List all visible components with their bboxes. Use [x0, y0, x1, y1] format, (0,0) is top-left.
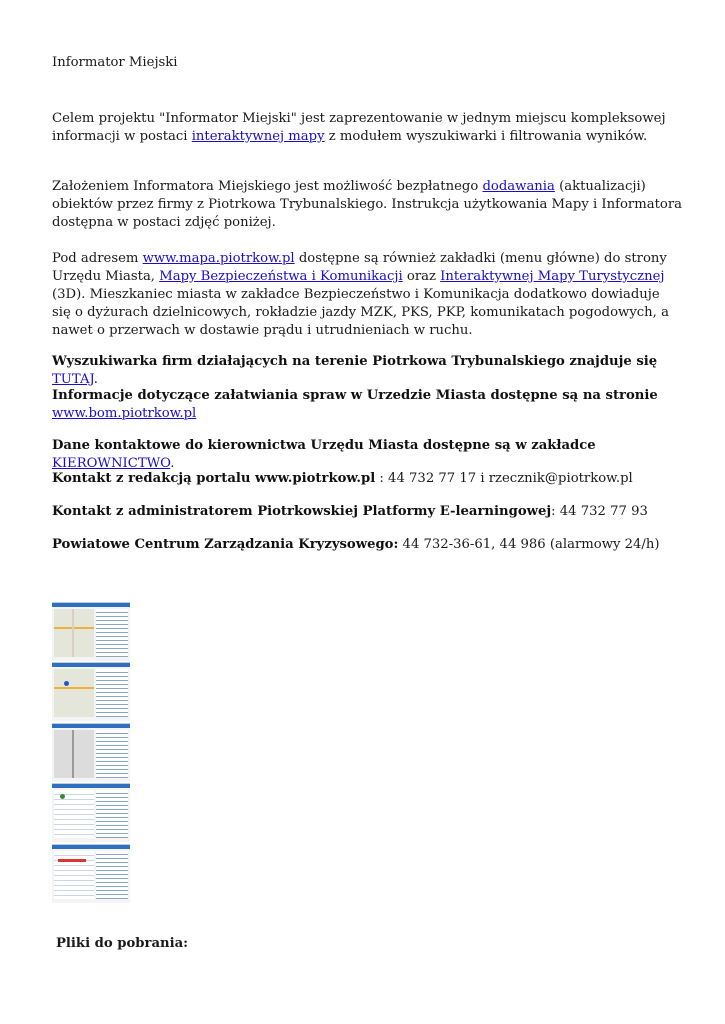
instruction-screenshot-1[interactable] — [52, 602, 130, 661]
tutaj-link[interactable]: TUTAJ — [52, 372, 94, 387]
crisis-center-paragraph — [52, 536, 682, 554]
screenshot-header-bar — [52, 724, 130, 728]
elearning-contact-value: : 44 732 77 93 — [551, 504, 648, 519]
crisis-center-label: Powiatowe Centrum Zarządzania Kryzysowego: — [52, 537, 399, 552]
bom-paragraph — [52, 387, 682, 423]
screenshot-map — [54, 609, 94, 657]
company-search-paragraph — [52, 353, 682, 389]
address-paragraph — [52, 250, 682, 340]
instruction-screenshot-3[interactable] — [52, 723, 130, 782]
screenshot-header-bar — [52, 663, 130, 667]
screenshot-sidebar — [96, 609, 128, 657]
bom-link[interactable]: www.bom.piotrkow.pl — [52, 406, 197, 421]
screenshot-road — [54, 687, 94, 689]
intro-text-start: Celem projektu "Informator Miejski" jest zaprezentowanie w jednym miejscu kompleksowej informacji w postaci — [52, 111, 666, 144]
company-search-dot: . — [93, 372, 98, 387]
instruction-screenshot-2[interactable] — [52, 662, 130, 721]
elearning-contact-label: Kontakt z administratorem Piotrkowskiej Platformy E-learningowej — [52, 504, 552, 519]
address-text-mid1: dostępne są również zakładki (menu główne) do strony Urzędu Miasta, — [52, 251, 667, 284]
screenshot-header-bar — [52, 845, 130, 849]
screenshot-map — [54, 730, 94, 778]
screenshot-road — [72, 730, 74, 778]
intro-paragraph — [52, 110, 682, 146]
screenshot-sidebar — [96, 790, 128, 838]
assumption-text-start: Założeniem Informatora Miejskiego jest możliwość bezpłatnego — [52, 179, 483, 194]
management-text: Dane kontaktowe do kierownictwa Urzędu Miasta dostępne są w zakładce — [52, 438, 596, 453]
screenshot-sidebar — [96, 851, 128, 899]
editorial-contact-paragraph — [52, 470, 682, 488]
screenshot-road — [72, 609, 74, 657]
interactive-map-link[interactable]: interaktywnej mapy — [191, 129, 325, 144]
elearning-contact-paragraph — [52, 503, 682, 521]
mapa-piotrkow-link[interactable]: www.mapa.piotrkow.pl — [142, 251, 295, 266]
kierownictwo-link[interactable]: KIEROWNICTWO — [52, 456, 171, 471]
screenshot-header-bar — [52, 784, 130, 788]
instruction-screenshots[interactable] — [52, 602, 130, 899]
editorial-contact-value: : 44 732 77 17 i rzecznik@piotrkow.pl — [375, 471, 633, 486]
assumption-text-end: (aktualizacji) obiektów przez firmy z Piotrkowa Trybunalskiego. Instrukcja użytkowania Mapy i Informatora dostępna w postaci zdjęć poniżej. — [52, 179, 682, 230]
management-paragraph — [52, 437, 682, 473]
crisis-center-value: 44 732-36-61, 44 986 (alarmowy 24/h) — [398, 537, 660, 552]
instruction-screenshot-4[interactable] — [52, 783, 130, 842]
editorial-contact-label: Kontakt z redakcją portalu www.piotrkow.pl — [52, 471, 376, 486]
address-text-mid2: oraz — [402, 269, 441, 284]
assumption-paragraph — [52, 178, 682, 232]
screenshot-map — [54, 669, 94, 717]
screenshot-road — [54, 627, 94, 629]
safety-map-link[interactable]: Mapy Bezpieczeństwa i Komunikacji — [159, 269, 403, 284]
intro-text-end: z modułem wyszukiwarki i filtrowania wyników. — [324, 129, 648, 144]
tourist-map-link[interactable]: Interaktywnej Mapy Turystycznej — [440, 269, 665, 284]
add-object-link[interactable]: dodawania — [482, 179, 555, 194]
page-title: Informator Miejski — [52, 55, 178, 70]
address-text-start: Pod adresem — [52, 251, 143, 266]
screenshot-sidebar — [96, 730, 128, 778]
downloads-heading: Pliki do pobrania: — [56, 936, 189, 951]
management-dot: . — [170, 456, 175, 471]
screenshot-header-bar — [52, 603, 130, 607]
screenshot-sidebar — [96, 669, 128, 717]
company-search-text: Wyszukiwarka firm działających na terenie Piotrkowa Trybunalskiego znajduje się — [52, 354, 658, 369]
screenshot-highlight — [58, 859, 86, 862]
bom-text: Informacje dotyczące załatwiania spraw w Urzedzie Miasta dostępne są na stronie — [52, 388, 658, 403]
instruction-screenshot-5[interactable] — [52, 844, 130, 903]
address-text-end: (3D). Mieszkaniec miasta w zakładce Bezpieczeństwo i Komunikacja dodatkowo dowiaduje się o dyżurach dzielnicowych, rokładzie jazdy MZK, PKS, PKP, komunikatach pogodowych, a nawet o przerwach w dostawie prądu i utrudnieniach w ruchu. — [52, 287, 669, 338]
